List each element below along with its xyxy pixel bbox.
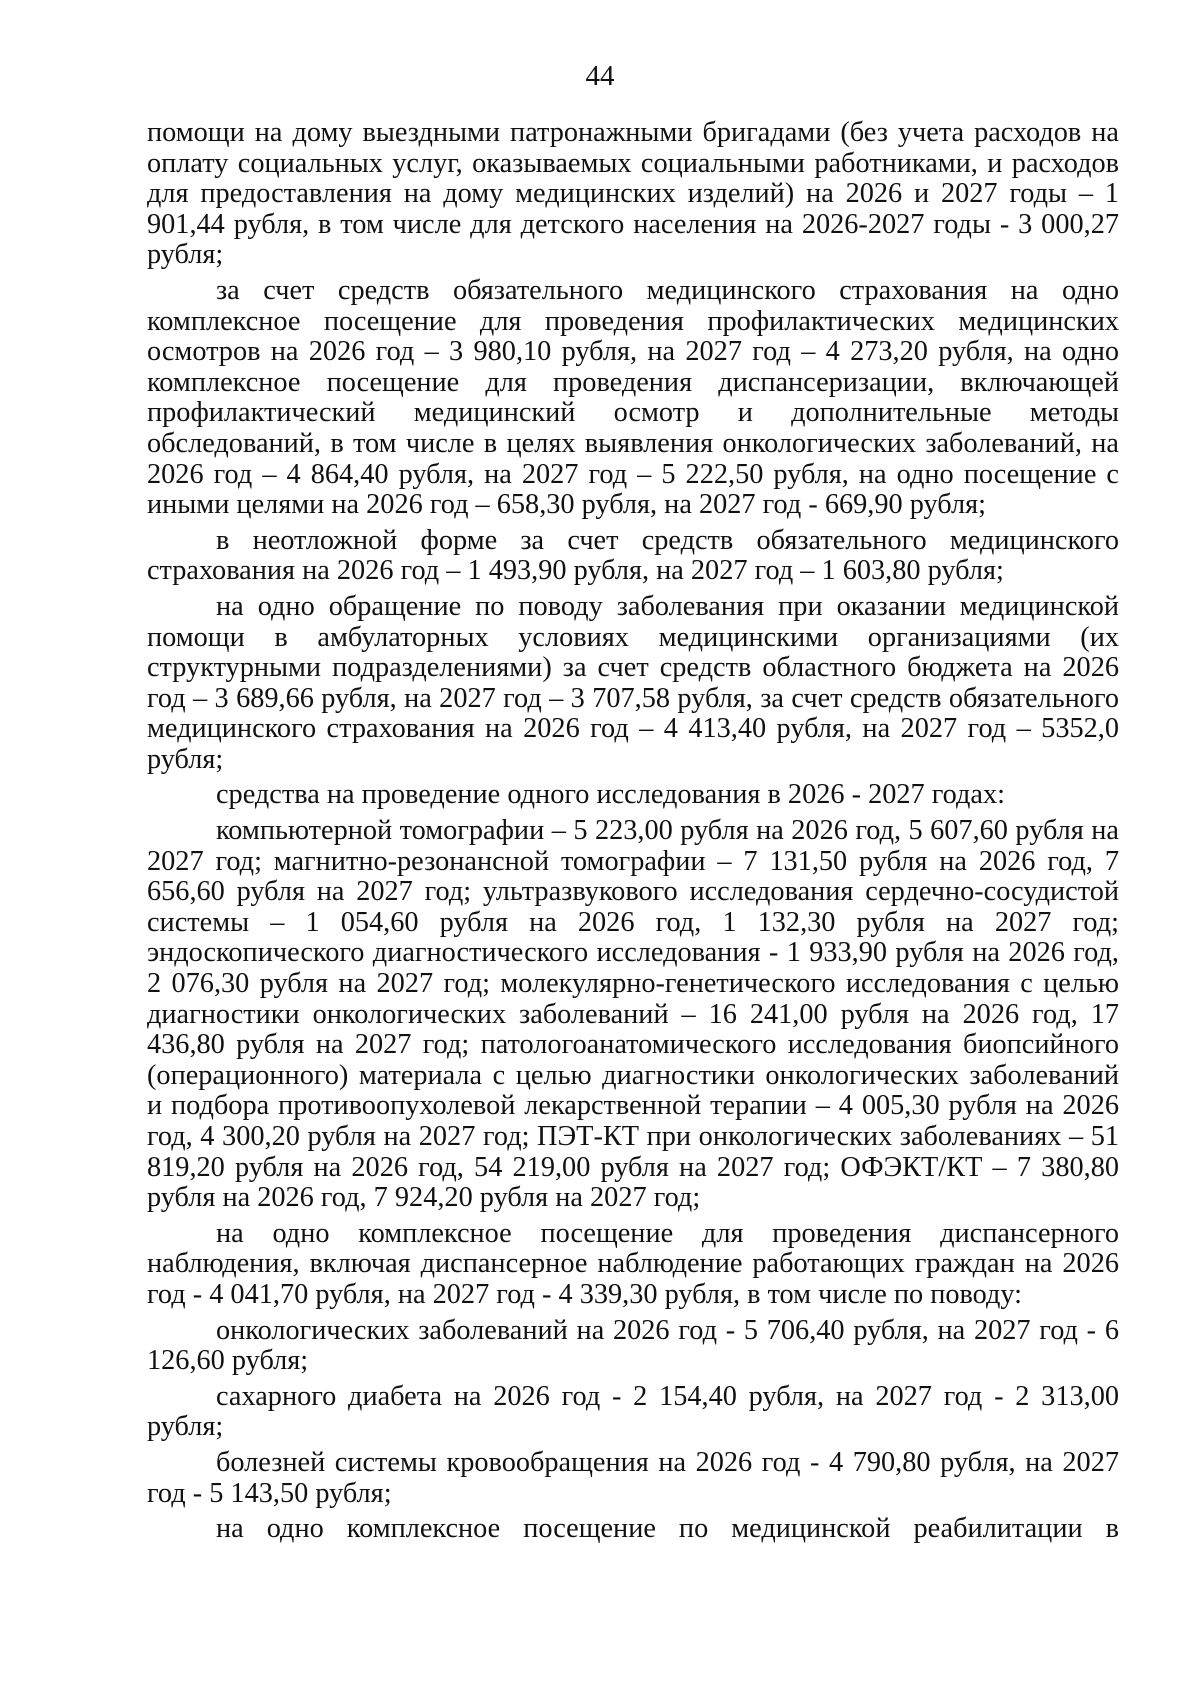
paragraph-diabetes: сахарного диабета на 2026 год - 2 154,40 рубля, на 2027 год - 2 313,00 рубля; xyxy=(147,1380,1119,1443)
paragraph-outpatient-appeal: на одно обращение по поводу заболевания при оказании медицинской помощи в амбулаторных условиях медицинскими организациями (их структурными подразделениями) за счет средств областного бюджета на 2026 год – 3 689,66 рубля, на 2027 год – 3 707,58 рубля, за счет средств обязательного медицинского страхования на 2026 год – 4 413,40 рубля, на 2027 год – 5352,0 рубля; xyxy=(147,590,1119,775)
paragraph-oncology: онкологических заболеваний на 2026 год - 5 706,40 рубля, на 2027 год - 6 126,60 рубля; xyxy=(147,1314,1119,1377)
document-body xyxy=(147,118,1119,1550)
paragraph-rehabilitation: на одно комплексное посещение по медицинской реабилитации в xyxy=(216,1513,1119,1545)
paragraph-home-care-cost: помощи на дому выездными патронажными бригадами (без учета расходов на оплату социальных услуг, оказываемых социальными работниками, и расходов для предоставления на дому медицинских изделий) на 2026 и 2027 годы – 1 901,44 рубля, в том числе для детского населения на 2026-2027 годы - 3 000,27 рубля; xyxy=(147,117,1119,271)
page-number: 44 xyxy=(585,60,615,92)
paragraph-research-costs: компьютерной томографии – 5 223,00 рубля на 2026 год, 5 607,60 рубля на 2027 год; магнитно-резонансной томографии – 7 131,50 рубля на 2026 год, 7 656,60 рубля на 2027 год; ультразвукового исследования сердечно-сосудистой системы – 1 054,60 рубля на 2026 год, 1 132,30 рубля на 2027 год; эндоскопического диагностического исследования - 1 933,90 рубля на 2026 год, 2 076,30 рубля на 2027 год; молекулярно-генетического исследования с целью диагностики онкологических заболеваний – 16 241,00 рубля на 2026 год, 17 436,80 рубля на 2027 год; патологоанатомического исследования биопсийного (операционного) материала с целью диагностики онкологических заболеваний и подбора противоопухолевой лекарственной терапии – 4 005,30 рубля на 2026 год, 4 300,20 рубля на 2027 год; ПЭТ-КТ при онкологических заболеваниях – 51 819,20 рубля на 2026 год, 54 219,00 рубля на 2027 год; ОФЭКТ/КТ – 7 380,80 рубля на 2026 год, 7 924,20 рубля на 2027 год; xyxy=(147,815,1119,1214)
paragraph-research-intro: средства на проведение одного исследования в 2026 - 2027 годах: xyxy=(216,779,1005,811)
paragraph-dispensary-observation: на одно комплексное посещение для проведения диспансерного наблюдения, включая диспансерное наблюдение работающих граждан на 2026 год - 4 041,70 рубля, на 2027 год - 4 339,30 рубля, в том числе по поводу: xyxy=(147,1217,1119,1310)
paragraph-oms-checkups: за счет средств обязательного медицинского страхования на одно комплексное посещение для проведения профилактических медицинских осмотров на 2026 год – 3 980,10 рубля, на 2027 год – 4 273,20 рубля, на одно комплексное посещение для проведения диспансеризации, включающей профилактический медицинский осмотр и дополнительные методы обследований, в том числе в целях выявления онкологических заболеваний, на 2026 год – 4 864,40 рубля, на 2027 год – 5 222,50 рубля, на одно посещение с иными целями на 2026 год – 658,30 рубля, на 2027 год - 669,90 рубля; xyxy=(147,274,1119,521)
paragraph-emergency-form: в неотложной форме за счет средств обязательного медицинского страхования на 2026 год – 1 493,90 рубля, на 2027 год – 1 603,80 рубля; xyxy=(147,524,1119,587)
paragraph-circulatory: болезней системы кровообращения на 2026 год - 4 790,80 рубля, на 2027 год - 5 143,50 рубля; xyxy=(147,1446,1119,1509)
